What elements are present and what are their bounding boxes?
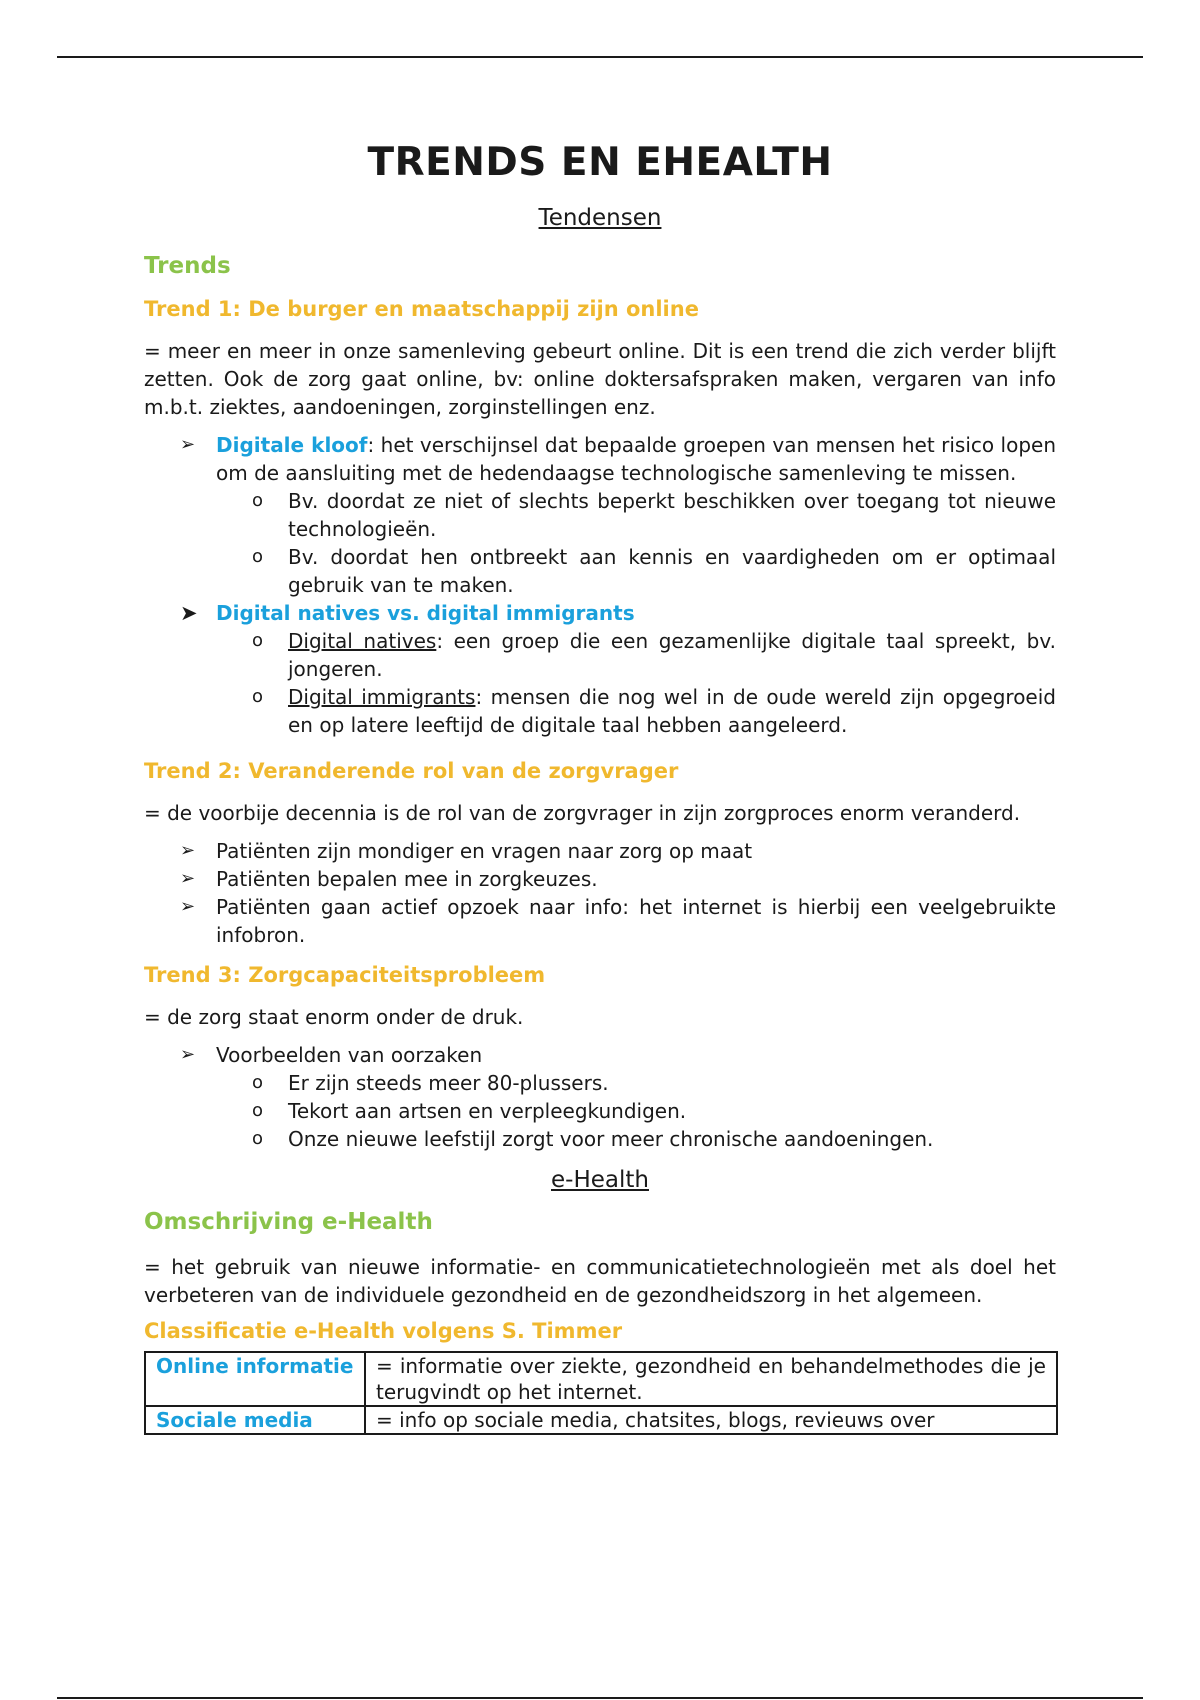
list-item-text: Patiënten bepalen mee in zorgkeuzes. bbox=[216, 867, 598, 891]
sub-item-text: Onze nieuwe leefstijl zorgt voor meer chronische aandoeningen. bbox=[288, 1127, 934, 1151]
table-cell-description: = informatie over ziekte, gezondheid en behandelmethodes die je terugvindt op het internet. bbox=[365, 1352, 1057, 1406]
sub-list bbox=[216, 487, 1056, 599]
circle-bullet-icon: o bbox=[252, 630, 264, 651]
circle-bullet-icon: o bbox=[252, 686, 264, 707]
table-cell-description: = info op sociale media, chatsites, blogs, revieuws over bbox=[365, 1406, 1057, 1434]
trend2-list bbox=[144, 837, 1056, 949]
arrow-bullet-icon: ➢ bbox=[180, 896, 196, 917]
circle-bullet-icon: o bbox=[252, 1072, 264, 1093]
circle-bullet-icon: o bbox=[252, 490, 264, 511]
list-item bbox=[252, 543, 1056, 599]
list-item bbox=[180, 837, 1056, 865]
section-ehealth: e-Health bbox=[551, 1167, 649, 1193]
term-definition: : een groep die een gezamenlijke digitale taal spreekt, bv. jongeren. bbox=[288, 629, 1056, 681]
sub-list bbox=[216, 627, 1056, 739]
trends-heading: Trends bbox=[144, 253, 231, 279]
bottom-rule bbox=[57, 1697, 1143, 1699]
ehealth-text: = het gebruik van nieuwe informatie- en communicatietechnologieën met als doel het verbeteren van de individuele gezondheid en de gezondheidszorg in het algemeen. bbox=[144, 1255, 1056, 1307]
section-tendensen: Tendensen bbox=[538, 205, 662, 231]
term-digital-immigrants: Digital immigrants bbox=[288, 685, 476, 709]
list-item bbox=[252, 487, 1056, 543]
term-definition: : het verschijnsel dat bepaalde groepen van mensen het risico lopen om de aansluiting met de hedendaagse technologische samenleving te missen. bbox=[216, 433, 1057, 485]
classification-heading: Classificatie e-Health volgens S. Timmer bbox=[144, 1319, 623, 1343]
trend3-heading: Trend 3: Zorgcapaciteitsprobleem bbox=[144, 963, 546, 987]
sub-item-text: Bv. doordat ze niet of slechts beperkt beschikken over toegang tot nieuwe technologieën. bbox=[288, 489, 1056, 541]
list-item-text: Patiënten zijn mondiger en vragen naar zorg op maat bbox=[216, 839, 753, 863]
list-item bbox=[180, 431, 1057, 599]
arrow-bullet-icon: ➢ bbox=[180, 1044, 196, 1065]
list-item-text: Patiënten gaan actief opzoek naar info: het internet is hierbij een veelgebruikte infobron. bbox=[216, 895, 1056, 947]
table-row bbox=[145, 1352, 1057, 1406]
table-cell-term: Online informatie bbox=[145, 1352, 365, 1406]
term-digitale-kloof: Digitale kloof bbox=[216, 433, 368, 457]
trend1-heading: Trend 1: De burger en maatschappij zijn online bbox=[144, 297, 699, 321]
arrow-bullet-icon: ➢ bbox=[180, 434, 196, 455]
trend3-list bbox=[144, 1041, 1056, 1153]
list-item-text: Voorbeelden van oorzaken bbox=[216, 1043, 483, 1067]
classification-table bbox=[144, 1351, 1058, 1435]
trend3-text: = de zorg staat enorm onder de druk. bbox=[144, 1005, 524, 1029]
list-item bbox=[180, 893, 1056, 949]
circle-bullet-icon: o bbox=[252, 1128, 264, 1149]
list-item bbox=[252, 627, 1056, 683]
term-digital-natives-vs-immigrants: Digital natives vs. digital immigrants bbox=[216, 601, 635, 625]
list-item bbox=[180, 599, 1056, 739]
trend2-text: = de voorbije decennia is de rol van de zorgvrager in zijn zorgproces enorm veranderd. bbox=[144, 801, 1021, 825]
document-title: TRENDS EN EHEALTH bbox=[367, 140, 833, 185]
term-digital-natives: Digital natives bbox=[288, 629, 437, 653]
document-page bbox=[144, 140, 1056, 1435]
sub-item-text: Bv. doordat hen ontbreekt aan kennis en vaardigheden om er optimaal gebruik van te maken. bbox=[288, 545, 1056, 597]
trend1-list bbox=[144, 431, 1056, 739]
list-item bbox=[252, 1125, 1056, 1153]
list-item bbox=[252, 683, 1056, 739]
ehealth-heading: Omschrijving e-Health bbox=[144, 1209, 433, 1235]
sub-list bbox=[216, 1069, 1056, 1153]
sub-item-text: Er zijn steeds meer 80-plussers. bbox=[288, 1071, 609, 1095]
circle-bullet-icon: o bbox=[252, 546, 264, 567]
arrow-bullet-icon: ➢ bbox=[180, 868, 196, 889]
trend2-heading: Trend 2: Veranderende rol van de zorgvrager bbox=[144, 759, 679, 783]
circle-bullet-icon: o bbox=[252, 1100, 264, 1121]
arrow-bullet-icon: ➤ bbox=[180, 601, 198, 625]
list-item bbox=[252, 1097, 1056, 1125]
trend1-text: = meer en meer in onze samenleving gebeurt online. Dit is een trend die zich verder blijft zetten. Ook de zorg gaat online, bv: online doktersafspraken maken, vergaren van info m.b.t. ziektes, aandoeningen, zorginstellingen enz. bbox=[144, 339, 1056, 419]
top-rule bbox=[57, 56, 1143, 58]
list-item bbox=[180, 1041, 1056, 1153]
arrow-bullet-icon: ➢ bbox=[180, 840, 196, 861]
sub-item-text: Tekort aan artsen en verpleegkundigen. bbox=[288, 1099, 687, 1123]
list-item bbox=[252, 1069, 1056, 1097]
table-row bbox=[145, 1406, 1057, 1434]
table-cell-term: Sociale media bbox=[145, 1406, 365, 1434]
list-item bbox=[180, 865, 1056, 893]
term-definition: : mensen die nog wel in de oude wereld zijn opgegroeid en op latere leeftijd de digitale taal hebben aangeleerd. bbox=[288, 685, 1056, 737]
